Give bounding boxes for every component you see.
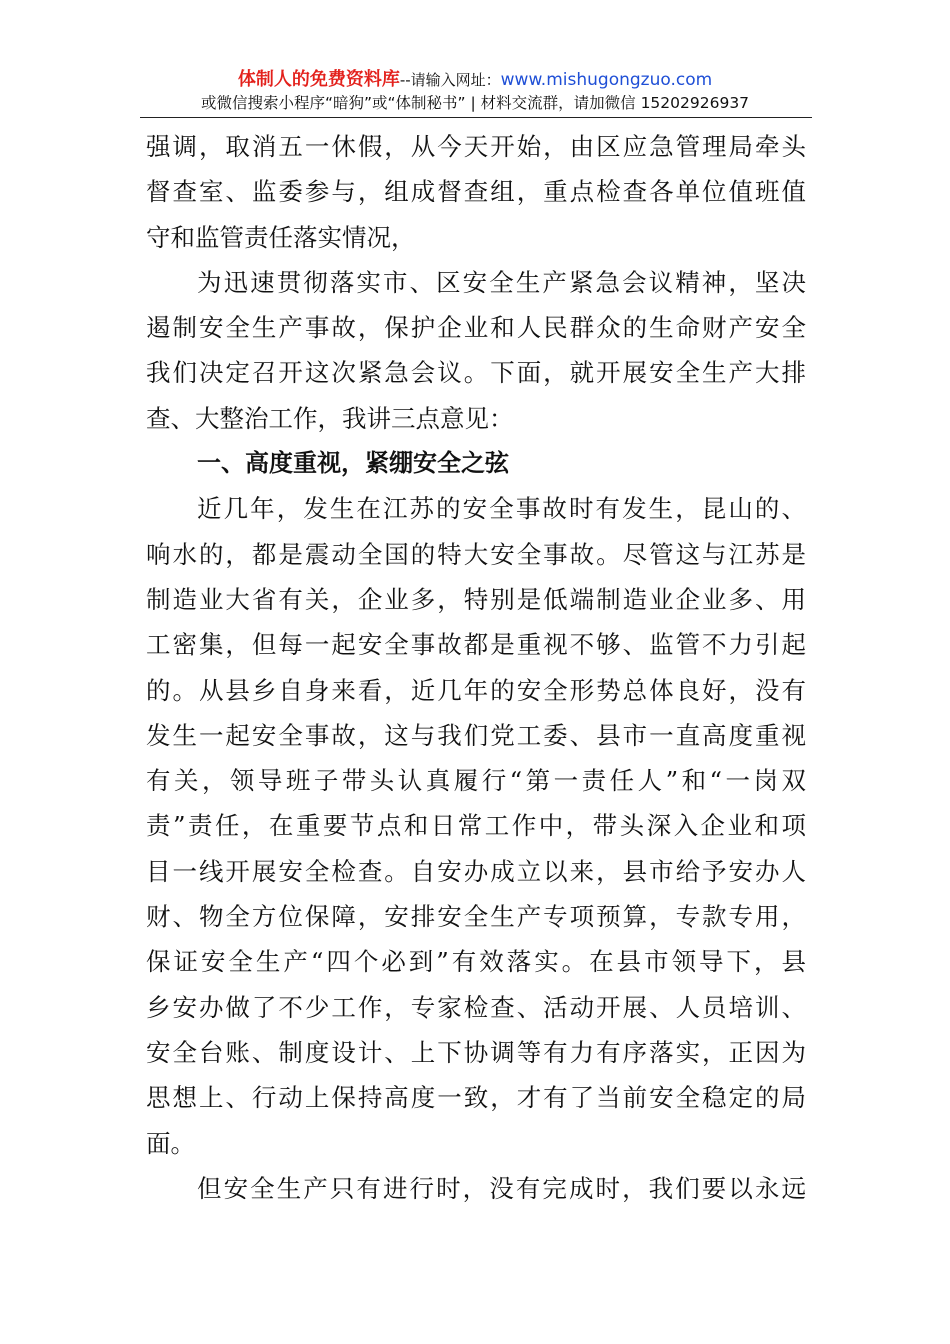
- text-line: 保证安全生产“四个必到”有效落实。在县市领导下，县: [146, 947, 806, 977]
- text-line: 强调，取消五一休假，从今天开始，由区应急管理局牵头: [146, 132, 806, 161]
- text-line: 的。从县乡自身来看，近几年的安全形势总体良好，没有: [146, 675, 806, 705]
- text-line: 制造业大省有关，企业多，特别是低端制造业企业多、用: [146, 584, 806, 614]
- text-line: 面。: [146, 1128, 195, 1158]
- header-url-link[interactable]: www.mishugongzuo.com: [500, 70, 713, 90]
- text-line: 安全台账、制度设计、上下协调等有力有序落实，正因为: [146, 1037, 806, 1067]
- page-header: [0, 68, 950, 114]
- section-heading: 一、高度重视，紧绷安全之弦: [197, 449, 509, 478]
- header-brand: 体制人的免费资料库: [237, 69, 400, 90]
- text-line: 我们决定召开这次紧急会议。下面，就开展安全生产大排: [146, 358, 806, 388]
- text-line: 发生一起安全事故，这与我们党工委、县市一直高度重视: [146, 720, 806, 750]
- text-line: 查、大整治工作，我讲三点意见：: [146, 403, 514, 433]
- header-line-2: 或微信搜索小程序“暗狗”或“体制秘书” | 材料交流群，请加微信 15202926937: [200, 94, 750, 112]
- text-line: 响水的，都是震动全国的特大安全事故。尽管这与江苏是: [146, 539, 806, 569]
- text-line: 为迅速贯彻落实市、区安全生产紧急会议精神，坚决: [197, 267, 806, 297]
- text-line: 但安全生产只有进行时，没有完成时，我们要以永远: [197, 1173, 806, 1203]
- text-line: 遏制安全生产事故，保护企业和人民群众的生命财产安全: [146, 313, 806, 343]
- text-line: 有关，领导班子带头认真履行“第一责任人”和“一岗双: [146, 766, 806, 796]
- text-line: 思想上、行动上保持高度一致，才有了当前安全稳定的局: [146, 1083, 806, 1113]
- text-line: 财、物全方位保障，安排安全生产专项预算，专款专用，: [146, 902, 806, 932]
- header-line-1: [0, 68, 950, 92]
- text-line: 责”责任，在重要节点和日常工作中，带头深入企业和项: [146, 811, 806, 841]
- text-line: 近几年，发生在江苏的安全事故时有发生，昆山的、: [197, 494, 806, 524]
- text-line: 工密集，但每一起安全事故都是重视不够、监管不力引起: [146, 630, 806, 660]
- header-divider: [140, 117, 812, 118]
- text-line: 目一线开展安全检查。自安办成立以来，县市给予安办人: [146, 856, 806, 886]
- text-line: 守和监管责任落实情况，: [146, 222, 416, 252]
- text-line: 乡安办做了不少工作，专家检查、活动开展、人员培训、: [146, 992, 806, 1022]
- header-prompt: --请输入网址：: [399, 71, 501, 89]
- document-body: [146, 124, 806, 1211]
- text-line: 督查室、监委参与，组成督查组，重点检查各单位值班值: [146, 177, 806, 207]
